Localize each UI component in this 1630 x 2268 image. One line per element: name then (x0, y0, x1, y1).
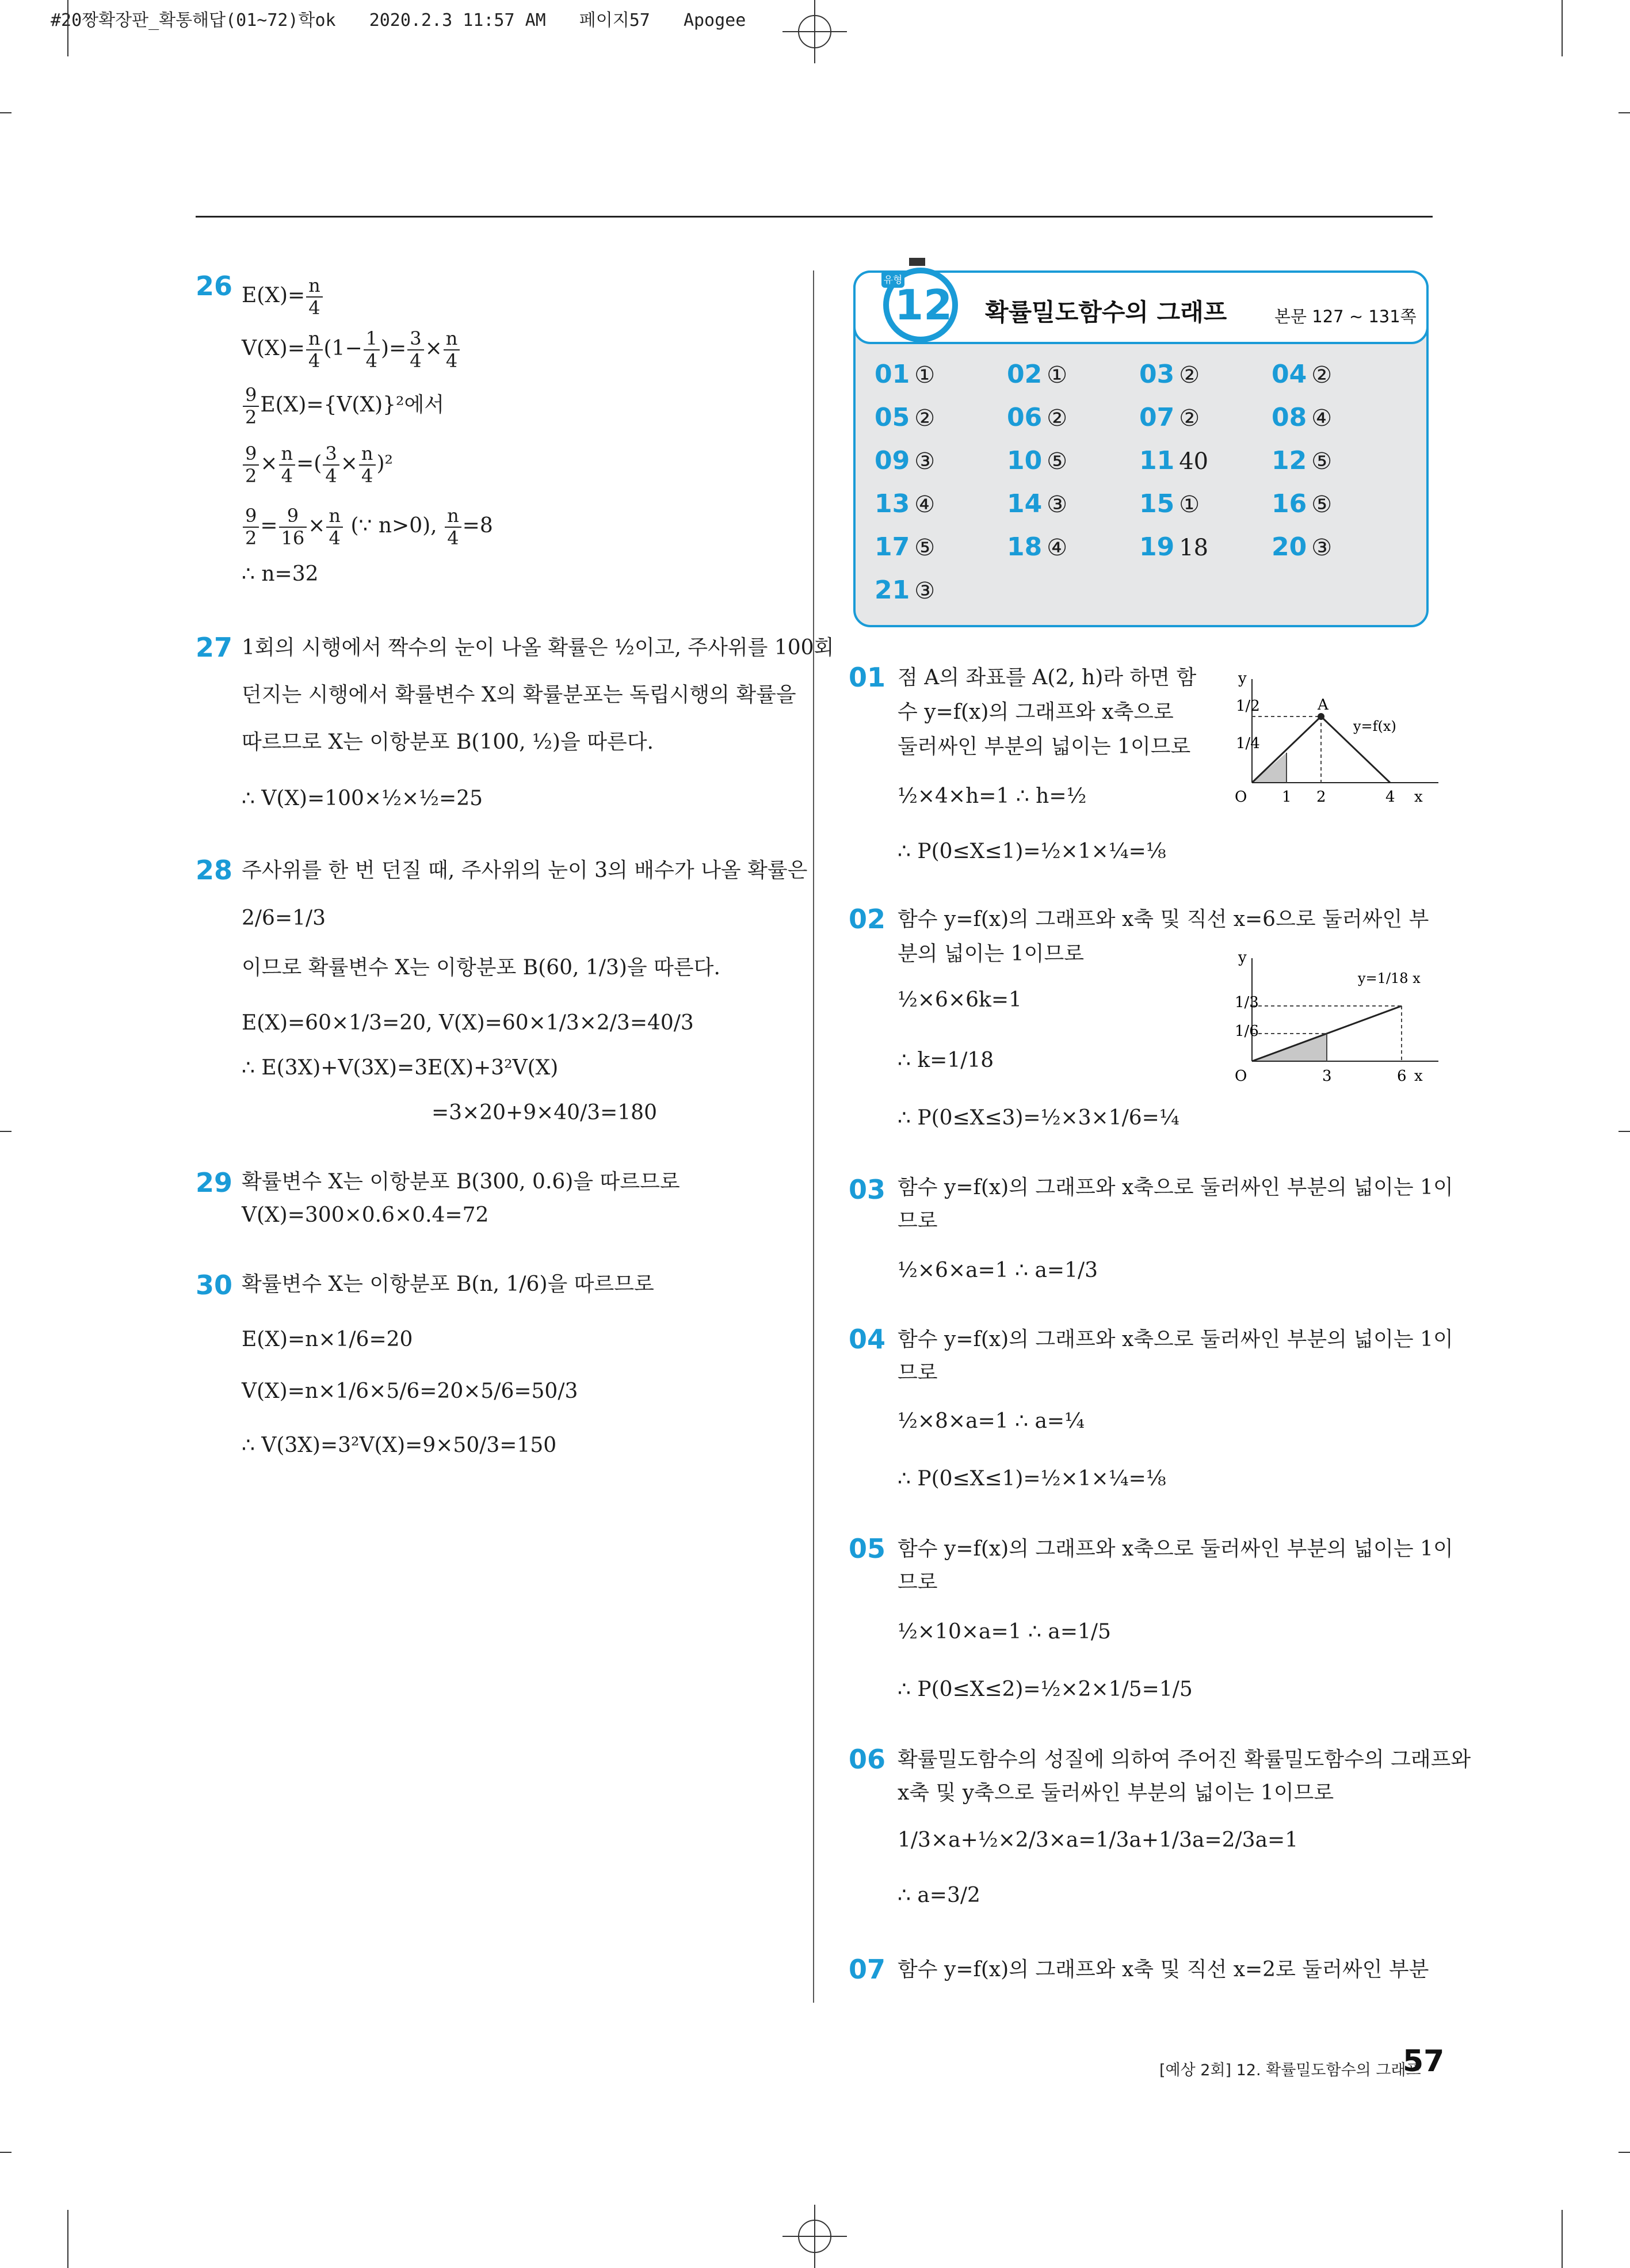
answer-item-number: 18 (1007, 532, 1043, 562)
answer-item-number: 15 (1139, 489, 1175, 519)
s01-graph-tick2: 2 (1316, 788, 1326, 806)
answer-item-16 (1272, 489, 1332, 519)
s01-graph-half: 1/2 (1236, 697, 1260, 715)
answer-item-14 (1007, 489, 1067, 519)
answer-item-number: 09 (875, 446, 910, 475)
s01-graph-x-label: x (1414, 788, 1423, 806)
s02-graph-y-label: y (1238, 950, 1247, 966)
answer-panel-title: 확률밀도함수의 그래프 (985, 298, 1227, 326)
s03-number: 03 (849, 1174, 886, 1205)
answer-item-20 (1272, 532, 1332, 562)
s04-line2: 므로 (898, 1361, 938, 1385)
q29-line2: V(X)=300×0.6×0.4=72 (242, 1203, 489, 1227)
answer-item-number: 20 (1272, 532, 1307, 562)
answer-item-number: 11 (1139, 446, 1175, 475)
s03-line1: 함수 y=f(x)의 그래프와 x축으로 둘러싸인 부분의 넓이는 1이 (898, 1176, 1453, 1199)
q27-number: 27 (196, 632, 233, 663)
answer-item-number: 02 (1007, 360, 1043, 389)
s01-line2: 수 y=f(x)의 그래프와 x축으로 (898, 700, 1174, 724)
q27-line1: 1회의 시행에서 짝수의 눈이 나올 확률은 ½이고, 주사위를 100회 (242, 636, 834, 660)
answer-item-03 (1139, 360, 1200, 389)
answer-item-number: 12 (1272, 446, 1307, 475)
answer-item-05 (875, 403, 935, 432)
s02-number: 02 (849, 904, 886, 935)
q30-number: 30 (196, 1270, 233, 1301)
answer-panel-pages: 본문 127 ~ 131쪽 (1274, 307, 1417, 326)
s05-number: 05 (849, 1533, 886, 1564)
answer-item-value: 18 (1179, 535, 1209, 561)
answer-item-number: 05 (875, 403, 910, 432)
answer-item-number: 19 (1139, 532, 1175, 562)
q28-line2: 2/6=1/3 (242, 906, 326, 930)
s01-line5: ∴ P(0≤X≤1)=½×1×¼=⅛ (898, 840, 1166, 863)
answer-item-value: ③ (1047, 491, 1068, 518)
s01-line1: 점 A의 좌표를 A(2, h)라 하면 함 (898, 666, 1197, 689)
answer-item-value: ① (1047, 362, 1068, 388)
s01-graph-tick1: 1 (1282, 788, 1292, 806)
q29-number: 29 (196, 1167, 233, 1198)
answer-item-01 (875, 360, 935, 389)
type-tag: 유형 (883, 275, 903, 286)
s06-line4: ∴ a=3/2 (898, 1884, 980, 1907)
q28-line5: ∴ E(3X)+V(3X)=3E(X)+3²V(X) (242, 1056, 559, 1080)
answer-item-07 (1139, 403, 1200, 432)
answer-item-value: ① (914, 362, 936, 388)
s07-line1: 함수 y=f(x)의 그래프와 x축 및 직선 x=2로 둘러싸인 부분 (898, 1958, 1429, 1981)
s01-graph-quarter: 1/4 (1236, 735, 1260, 752)
answer-item-number: 14 (1007, 489, 1043, 519)
s06-line2: x축 및 y축으로 둘러싸인 부분의 넓이는 1이므로 (898, 1781, 1334, 1805)
q30-line4: ∴ V(3X)=3²V(X)=9×50/3=150 (242, 1434, 557, 1457)
s02-graph-sixth: 1/6 (1235, 1023, 1259, 1040)
answer-item-09 (875, 446, 935, 475)
s05-line1: 함수 y=f(x)의 그래프와 x축으로 둘러싸인 부분의 넓이는 1이 (898, 1537, 1453, 1561)
s04-line1: 함수 y=f(x)의 그래프와 x축으로 둘러싸인 부분의 넓이는 1이 (898, 1328, 1453, 1351)
answer-item-number: 17 (875, 532, 910, 562)
answer-item-value: ① (1179, 491, 1200, 518)
s01-graph-point-a: A (1318, 696, 1329, 714)
s02-graph-third: 1/3 (1235, 994, 1259, 1011)
page-label: 페이지57 (579, 10, 650, 31)
answer-item-number: 10 (1007, 446, 1043, 475)
answer-item-number: 13 (875, 489, 910, 519)
s02-graph-f-label: y=1/18 x (1358, 970, 1421, 986)
s01-graph-tick4: 4 (1385, 788, 1395, 806)
q28-line6: =3×20+9×40/3=180 (432, 1101, 657, 1125)
answer-item-10 (1007, 446, 1067, 475)
s02-line1: 함수 y=f(x)의 그래프와 x축 및 직선 x=6으로 둘러싸인 부 (898, 908, 1429, 931)
s04-line3: ½×8×a=1 ∴ a=¼ (898, 1409, 1085, 1433)
answer-item-value: ⑤ (914, 535, 936, 561)
q28-number: 28 (196, 855, 233, 886)
q26-line6: ∴ n=32 (242, 562, 319, 586)
s01-graph (1214, 670, 1444, 809)
footer-page-number: 57 (1403, 2044, 1445, 2079)
s05-line2: 므로 (898, 1571, 938, 1594)
answer-item-08 (1272, 403, 1332, 432)
answer-item-value: ③ (914, 448, 936, 475)
s02-line5: ∴ P(0≤X≤3)=½×3×1/6=¼ (898, 1106, 1179, 1130)
answer-item-21 (875, 575, 935, 605)
q28-line4: E(X)=60×1/3=20, V(X)=60×1/3×2/3=40/3 (242, 1011, 694, 1035)
answer-item-value: ③ (914, 578, 936, 604)
answer-item-value: ⑤ (1311, 491, 1333, 518)
answer-item-value: ② (1179, 362, 1200, 388)
s01-graph-f-label: y=f(x) (1353, 718, 1396, 734)
q26-line4: $\frac{9}{2}$ × $\frac{n}{4}$ =( $\frac{3}{4}$ × $\frac{n}{4}$ )² (242, 443, 393, 487)
answer-item-17 (875, 532, 935, 562)
answer-item-19 (1139, 532, 1208, 562)
s02-line2: 분의 넓이는 1이므로 (898, 942, 1084, 966)
q27-line2: 던지는 시행에서 확률변수 X의 확률분포는 독립시행의 확률을 (242, 683, 796, 707)
type-number: 12 (895, 281, 953, 329)
answer-item-13 (875, 489, 935, 519)
q30-line1: 확률변수 X는 이항분포 B(n, 1/6)을 따르므로 (242, 1272, 654, 1296)
column-divider (813, 270, 814, 2003)
s06-line3: 1/3×a+½×2/3×a=1/3a+1/3a=2/3a=1 (898, 1828, 1299, 1852)
answer-item-04 (1272, 360, 1332, 389)
q30-line3: V(X)=n×1/6×5/6=20×5/6=50/3 (242, 1379, 578, 1403)
s03-line3: ½×6×a=1 ∴ a=1/3 (898, 1259, 1098, 1282)
s02-graph-tick3: 3 (1322, 1068, 1332, 1085)
answer-item-value: ④ (1311, 405, 1333, 432)
top-rule (196, 216, 1433, 218)
answer-item-value: ② (1179, 405, 1200, 432)
answer-item-value: ② (1047, 405, 1068, 432)
file-label: #20짱확장판_확통해답(01~72)학ok (51, 10, 336, 31)
s01-line4: ½×4×h=1 ∴ h=½ (898, 784, 1087, 808)
answer-item-value: ③ (1311, 535, 1333, 561)
s04-number: 04 (849, 1324, 886, 1355)
answer-item-number: 03 (1139, 360, 1175, 389)
answer-item-12 (1272, 446, 1332, 475)
q29-line1: 확률변수 X는 이항분포 B(300, 0.6)을 따르므로 (242, 1170, 680, 1194)
answer-item-value: ② (914, 405, 936, 432)
s01-number: 01 (849, 662, 886, 693)
answer-item-number: 06 (1007, 403, 1043, 432)
answer-item-number: 16 (1272, 489, 1307, 519)
s06-line1: 확률밀도함수의 성질에 의하여 주어진 확률밀도함수의 그래프와 (898, 1748, 1471, 1771)
answer-item-value: ⑤ (1311, 448, 1333, 475)
answer-item-value: ⑤ (1047, 448, 1068, 475)
s02-graph (1214, 950, 1444, 1088)
answer-item-06 (1007, 403, 1067, 432)
answer-item-value: ④ (1047, 535, 1068, 561)
s02-graph-origin: O (1235, 1068, 1247, 1085)
q26-line3: $\frac{9}{2}$ E(X)={V(X)}²에서 (242, 384, 444, 428)
s01-graph-origin: O (1235, 788, 1247, 806)
print-datetime: 2020.2.3 11:57 AM (369, 10, 546, 31)
answer-item-value: ② (1311, 362, 1333, 388)
s02-graph-x-label: x (1414, 1068, 1423, 1085)
s01-graph-y-label: y (1238, 670, 1247, 687)
s02-line4: ∴ k=1/18 (898, 1049, 994, 1072)
q27-line3: 따르므로 X는 이항분포 B(100, ½)을 따른다. (242, 730, 654, 754)
q26-number: 26 (196, 270, 233, 302)
s03-line2: 므로 (898, 1209, 938, 1233)
q28-line1: 주사위를 한 번 던질 때, 주사위의 눈이 3의 배수가 나올 확률은 (242, 859, 808, 882)
q26-line5: $\frac{9}{2}$ = $\frac{9}{16}$ × $\frac{n}{4}$ (∵ n>0), $\frac{n}{4}$ =8 (242, 505, 493, 549)
answer-item-11 (1139, 446, 1208, 475)
q27-line4: ∴ V(X)=100×½×½=25 (242, 787, 483, 810)
q26-line1: E(X)= $\frac{n}{4}$ (242, 275, 324, 319)
software-label: Apogee (683, 10, 746, 31)
q30-line2: E(X)=n×1/6=20 (242, 1328, 413, 1351)
answer-item-02 (1007, 360, 1067, 389)
answer-item-number: 07 (1139, 403, 1175, 432)
answer-item-value: 40 (1179, 448, 1209, 475)
s02-line3: ½×6×6k=1 (898, 988, 1022, 1012)
s01-line3: 둘러싸인 부분의 넓이는 1이므로 (898, 735, 1191, 758)
s07-number: 07 (849, 1954, 886, 1985)
answer-item-number: 04 (1272, 360, 1307, 389)
q26-line2: V(X)= $\frac{n}{4}$ (1− $\frac{1}{4}$ )= $\frac{3}{4}$ × $\frac{n}{4}$ (242, 328, 461, 372)
s05-line4: ∴ P(0≤X≤2)=½×2×1/5=1/5 (898, 1678, 1193, 1701)
s02-graph-tick6: 6 (1397, 1068, 1407, 1085)
answer-item-number: 08 (1272, 403, 1307, 432)
answer-item-value: ④ (914, 491, 936, 518)
footer-section: [예상 2회] 12. 확률밀도함수의 그래프 (1159, 2061, 1421, 2079)
s04-line4: ∴ P(0≤X≤1)=½×1×¼=⅛ (898, 1467, 1166, 1491)
answer-item-number: 21 (875, 575, 910, 605)
s06-number: 06 (849, 1744, 886, 1775)
s05-line3: ½×10×a=1 ∴ a=1/5 (898, 1620, 1111, 1644)
answer-item-18 (1007, 532, 1067, 562)
q28-line3: 이므로 확률변수 X는 이항분포 B(60, 1/3)을 따른다. (242, 956, 720, 979)
answer-item-15 (1139, 489, 1200, 519)
answer-item-number: 01 (875, 360, 910, 389)
